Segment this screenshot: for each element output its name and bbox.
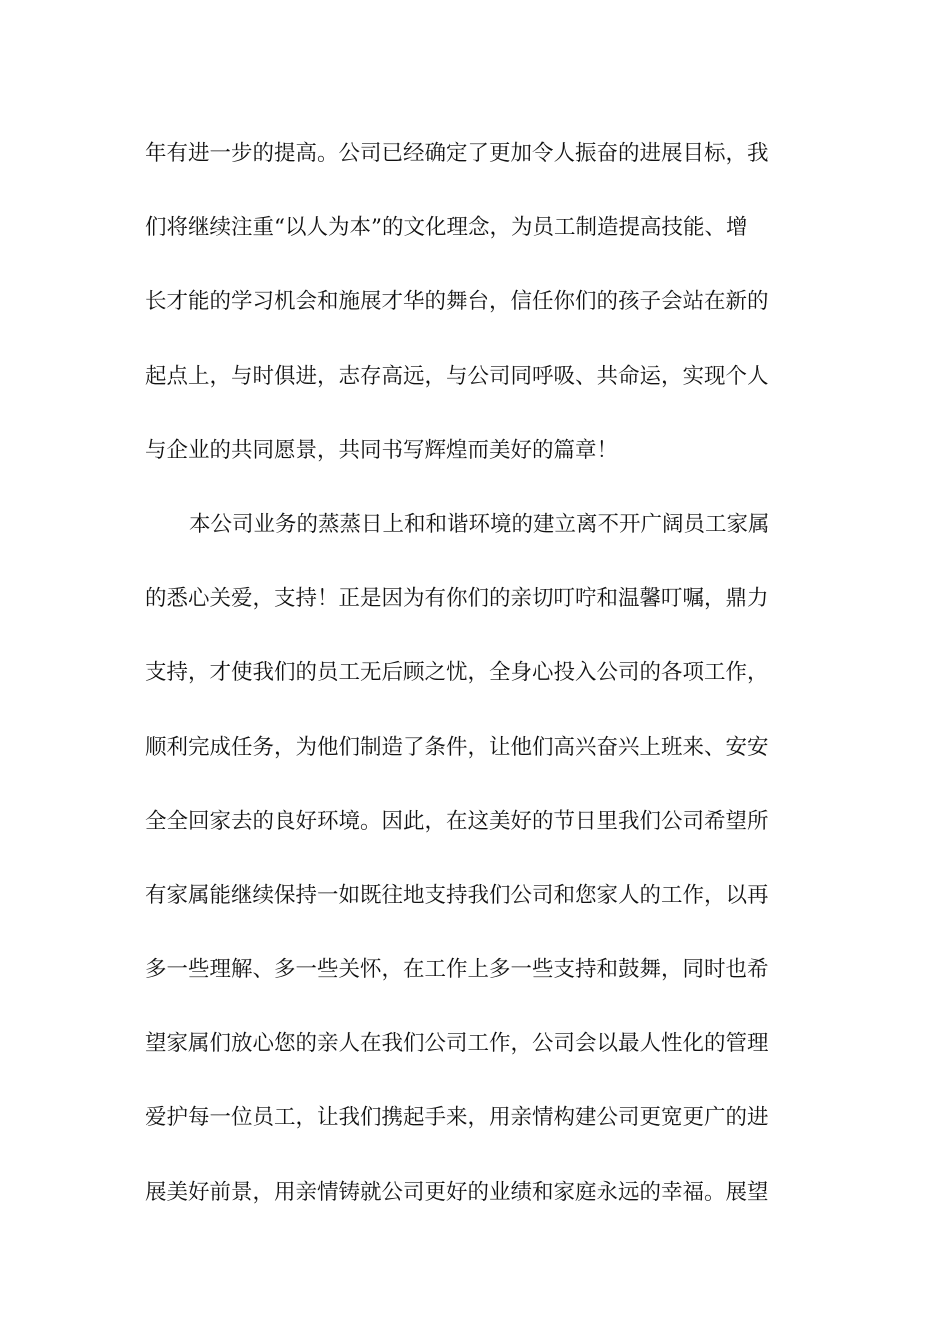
text-line: 本公司业务的蒸蒸日上和和谐环境的建立离不开广阔员工家属 [189,511,770,537]
paragraph-1 [145,134,815,505]
paragraph-2 [145,505,815,1247]
text-line: 的悉心关爱，支持！正是因为有你们的亲切叮咛和温馨叮嘱，鼎力 [145,586,769,612]
text-line: 全全回家去的良好环境。因此，在这美好的节日里我们公司希望所 [145,808,769,834]
text-line: 起点上，与时俱进，志存高远，与公司同呼吸、共命运，实现个人 [145,363,769,389]
text-line: 爱护每一位员工，让我们携起手来，用亲情构建公司更宽更广的进 [145,1105,769,1131]
text-line: 多一些理解、多一些关怀，在工作上多一些支持和鼓舞，同时也希 [145,957,769,983]
text-line: 有家属能继续保持一如既往地支持我们公司和您家人的工作，以再 [145,882,769,908]
text-line: 长才能的学习机会和施展才华的舞台，信任你们的孩子会站在新的 [145,289,769,315]
text-line: 展美好前景，用亲情铸就公司更好的业绩和家庭永远的幸福。展望 [145,1179,769,1205]
text-line: 支持，才使我们的员工无后顾之忧，全身心投入公司的各项工作， [145,660,769,686]
text-line: 望家属们放心您的亲人在我们公司工作，公司会以最人性化的管理 [145,1031,769,1057]
body-text [145,134,815,1247]
text-line: 们将继续注重“以人为本”的文化理念，为员工制造提高技能、增 [145,215,748,241]
text-line: 年有进一步的提高。公司已经确定了更加令人振奋的进展目标，我 [145,141,769,166]
text-line: 顺利完成任务，为他们制造了条件，让他们高兴奋兴上班来、安安 [145,734,769,760]
text-line: 与企业的共同愿景，共同书写辉煌而美好的篇章！ [145,437,619,463]
